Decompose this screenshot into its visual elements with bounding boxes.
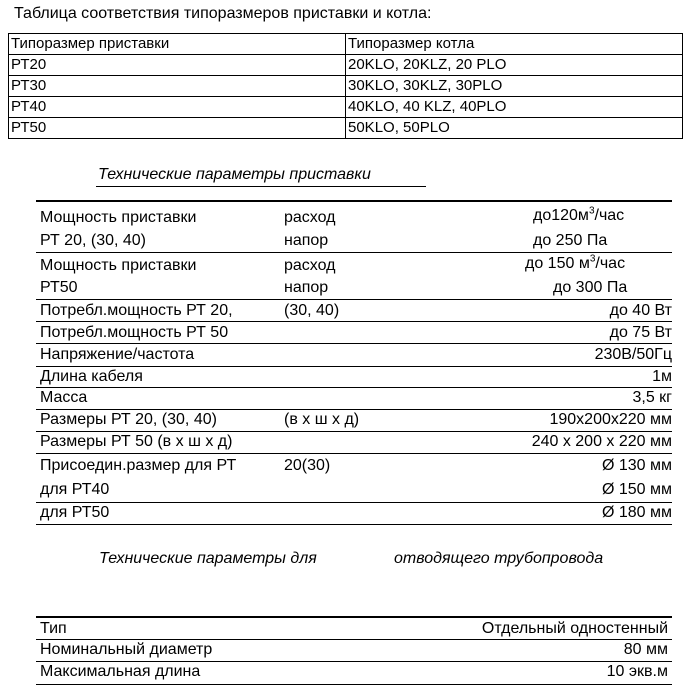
power1-head-value: до 250 Па — [533, 232, 608, 249]
row-divider — [36, 431, 672, 432]
cable-label: Длина кабеля — [40, 368, 143, 385]
row-divider — [36, 343, 672, 344]
conn-value: Ø 130 мм — [601, 457, 672, 474]
volt-label: Напряжение/частота — [40, 346, 195, 363]
conn50-value: Ø 180 мм — [601, 504, 672, 521]
header-addon-size: Типоразмер приставки — [9, 34, 346, 55]
row-divider — [36, 299, 672, 300]
pipe-heading-b: отводящего трубопровода — [394, 550, 604, 567]
pipe-len-value: 10 экв.м — [606, 663, 668, 680]
pipe-heading-a: Технические параметры для — [99, 550, 317, 567]
volt-value: 230В/50Гц — [594, 346, 672, 363]
dim2-value: 240 х 200 х 220 мм — [531, 433, 672, 450]
row-divider — [36, 387, 672, 388]
cable-value: 1м — [652, 368, 672, 385]
cell-boiler: 50KLO, 50PLO — [346, 118, 683, 139]
row-divider — [36, 661, 672, 662]
row-divider — [36, 502, 672, 503]
pipe-len-label: Максимальная длина — [40, 663, 201, 680]
power1-head-label: напор — [284, 232, 329, 249]
cell-boiler: 20KLO, 20KLZ, 20 PLO — [346, 55, 683, 76]
cell-boiler: 30KLO, 30KLZ, 30PLO — [346, 76, 683, 97]
table-header-row — [9, 34, 683, 55]
power1-label-b: РТ 20, (30, 40) — [40, 232, 146, 249]
table-row — [9, 97, 683, 118]
row-divider — [36, 409, 672, 410]
row-divider — [36, 252, 672, 253]
conn50-label: для РТ50 — [40, 504, 110, 521]
pipe-type-label: Тип — [40, 620, 67, 637]
dim1-mid: (в х ш х д) — [284, 411, 360, 428]
tech-heading-underline — [96, 186, 426, 187]
row-divider — [36, 684, 672, 685]
cons1-mid: (30, 40) — [284, 302, 340, 319]
power1-label-a: Мощность приставки — [40, 209, 197, 226]
table-row — [9, 55, 683, 76]
table-row — [9, 76, 683, 97]
pipe-type-value: Отдельный одностенный — [481, 620, 668, 637]
power2-label-a: Мощность приставки — [40, 257, 197, 274]
table-row — [9, 118, 683, 139]
power2-label-b: РТ50 — [40, 279, 78, 296]
conn-label: Присоедин.размер для РТ — [40, 457, 237, 474]
cell-addon: РТ20 — [9, 55, 346, 76]
power2-head-label: напор — [284, 279, 329, 296]
pipe-diam-value: 80 мм — [623, 641, 668, 658]
power2-rate-label: расход — [284, 257, 336, 274]
cons1-label: Потребл.мощность РТ 20, — [40, 302, 233, 319]
cons2-label: Потребл.мощность РТ 50 — [40, 324, 229, 341]
cell-addon: РТ30 — [9, 76, 346, 97]
conn40-value: Ø 150 мм — [601, 481, 672, 498]
row-divider — [36, 366, 672, 367]
pipe-diam-label: Номинальный диаметр — [40, 641, 213, 658]
dim2-label: Размеры РТ 50 (в х ш х д) — [40, 433, 233, 450]
cons2-value: до 75 Вт — [609, 324, 672, 341]
cell-addon: РТ40 — [9, 97, 346, 118]
row-divider — [36, 453, 672, 454]
power2-rate-value: до 150 $м^3$/час — [525, 253, 626, 272]
row-divider — [36, 639, 672, 640]
row-divider — [36, 524, 672, 525]
dim1-value: 190х200х220 мм — [549, 411, 672, 428]
row-divider — [36, 321, 672, 322]
power1-rate-label: расход — [284, 209, 336, 226]
conn-mid: 20(30) — [284, 457, 331, 474]
tech-top-rule — [36, 200, 672, 202]
pipe-top-rule — [36, 616, 672, 618]
mass-label: Масса — [40, 389, 88, 406]
mass-value: 3,5 кг — [632, 389, 672, 406]
dim1-label: Размеры РТ 20, (30, 40) — [40, 411, 217, 428]
compat-table — [8, 33, 683, 139]
cell-addon: РТ50 — [9, 118, 346, 139]
cons1-value: до 40 Вт — [609, 302, 672, 319]
compat-table-title: Таблица соответствия типоразмеров приставки и котла: — [14, 5, 432, 22]
conn40-label: для РТ40 — [40, 481, 110, 498]
power1-rate-value: $до120м^3$/час — [533, 205, 625, 224]
cell-boiler: 40KLO, 40 KLZ, 40PLO — [346, 97, 683, 118]
power2-head-value: до 300 Па — [553, 279, 628, 296]
header-boiler-size: Типоразмер котла — [346, 34, 683, 55]
tech-heading: Технические параметры приставки — [98, 166, 371, 183]
